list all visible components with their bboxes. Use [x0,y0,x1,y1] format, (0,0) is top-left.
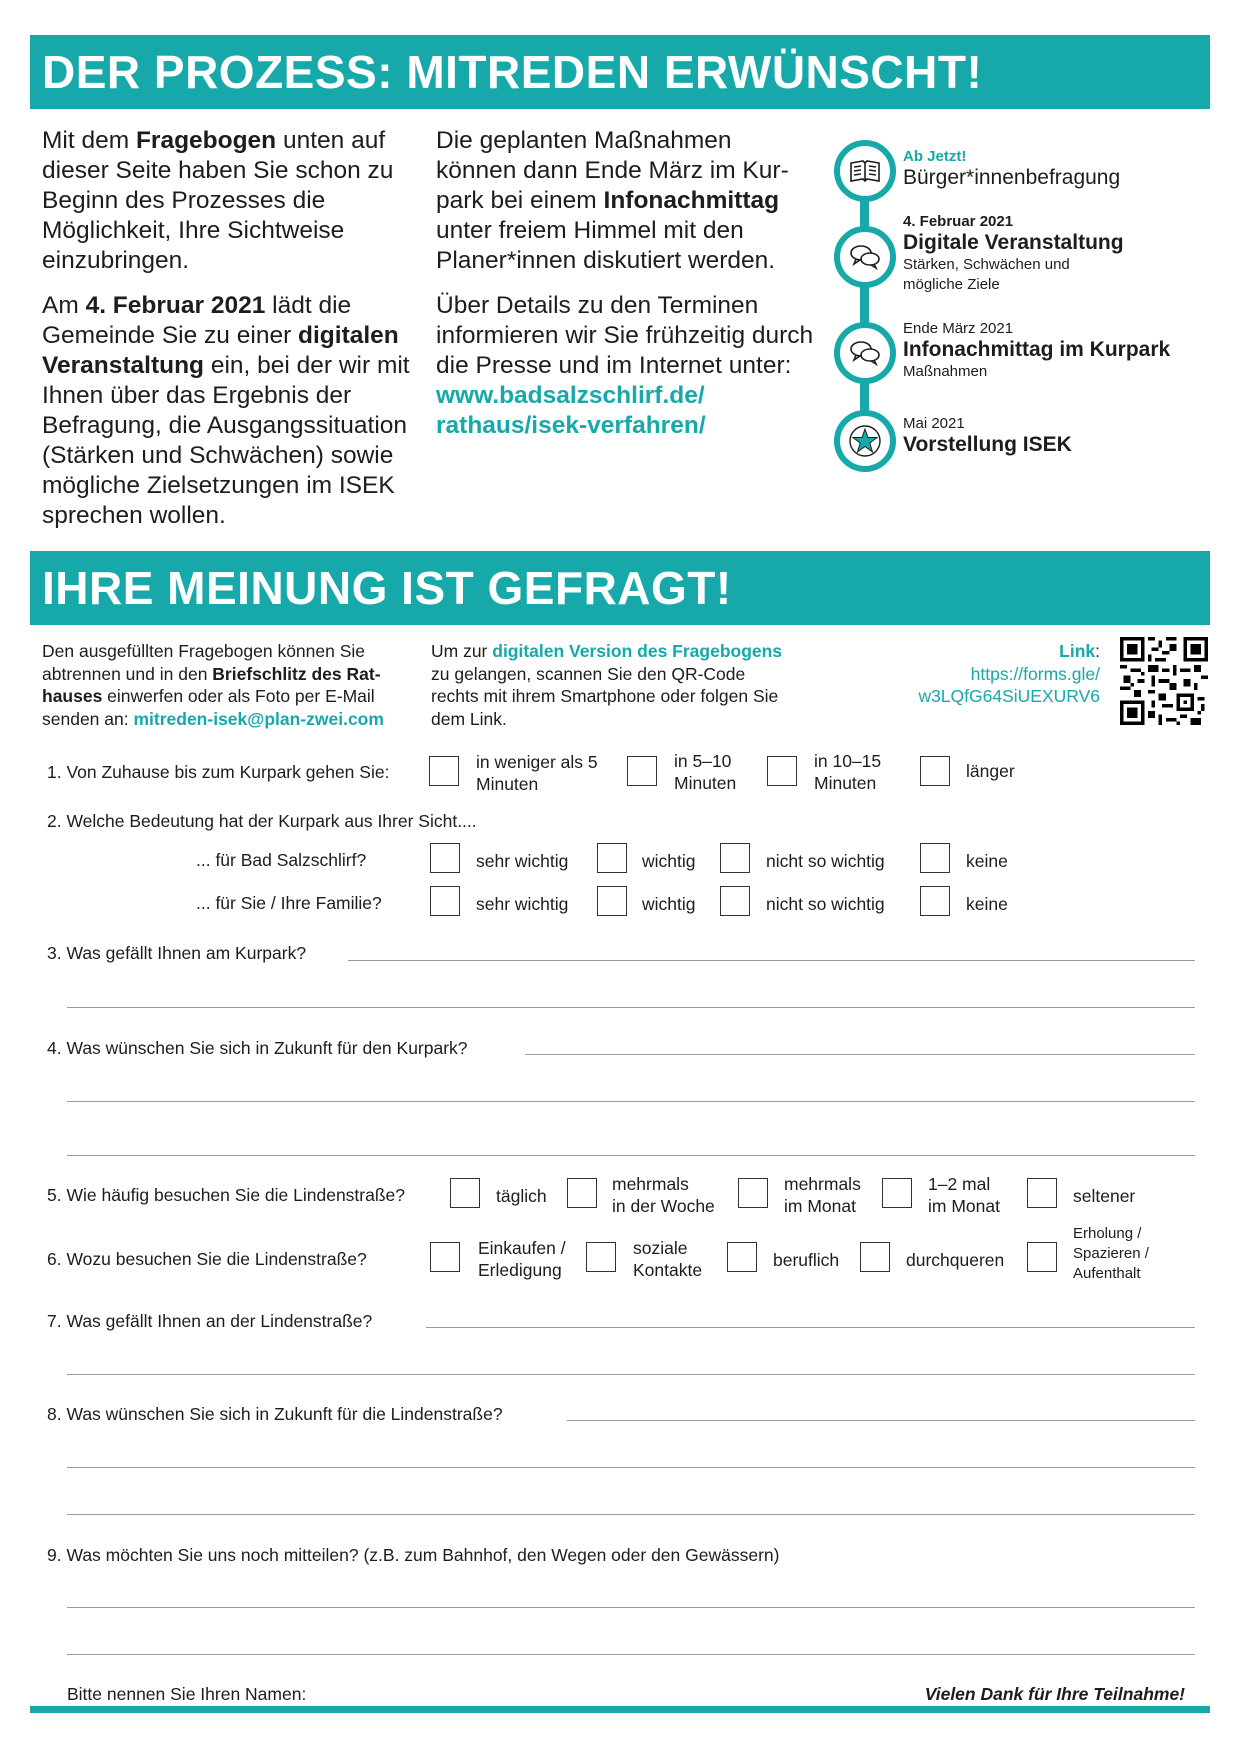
timeline-line [860,170,869,440]
q1-checkbox-10-15[interactable] [767,756,797,786]
intro-column-2 [436,126,816,456]
timeline-subtitle: mögliche Ziele [903,276,1000,293]
q2-option-less-important: nicht so wichtig [766,851,885,871]
submission-instructions: Den ausgefüllten Fragebogen können Sie abtrennen und in den Briefschlitz des Rathauses einwerfen oder als Foto per E-Mail senden an: mitreden-isek@plan-zwei.com [42,641,384,729]
q2-option-very-important: sehr wichtig [476,894,569,914]
timeline-item-survey [903,148,1120,190]
answer-line[interactable] [67,1007,1195,1008]
answer-line[interactable] [567,1420,1195,1421]
name-field-label: Bitte nennen Sie Ihren Namen: [67,1684,307,1704]
q2a-checkbox-very-important[interactable] [430,843,460,873]
q5-checkbox-daily[interactable] [450,1178,480,1208]
answer-line[interactable] [426,1327,1195,1328]
question-9-label: 9. Was möchten Sie uns noch mitteilen? (z.B. zum Bahnhof, den Wegen oder den Gewässern) [47,1545,780,1565]
timeline-date: Mai 2021 [903,415,965,432]
q1-option-5-10: in 5–10 Minuten [674,751,737,793]
q6-option-professional: beruflich [773,1250,840,1270]
answer-line[interactable] [67,1101,1195,1102]
question-7-label: 7. Was gefällt Ihnen an der Lindenstraße? [47,1311,373,1331]
answer-line[interactable] [525,1054,1195,1055]
q6-checkbox-social[interactable] [586,1242,616,1272]
q6-checkbox-passing-through[interactable] [860,1242,890,1272]
q1-option-under-5: in weniger als 5 Minuten [476,752,598,794]
q5-checkbox-weekly[interactable] [567,1178,597,1208]
link-label: Link [1059,641,1096,661]
timeline-title: Digitale Veranstaltung [903,231,1124,254]
answer-line[interactable] [348,960,1195,961]
q2b-checkbox-very-important[interactable] [430,886,460,916]
q5-option-daily: täglich [496,1186,547,1206]
q6-option-recreation: Erholung / Spazieren / Aufenthalt [1073,1225,1149,1282]
timeline-subtitle: Stärken, Schwächen und [903,256,1070,273]
intro-paragraph-2: Am 4. Februar 2021 lädt die Gemeinde Sie zu einer digitalen Veranstaltung ein, bei der wir mit Ihnen über das Ergebnis der Befragung, die Ausgangssituation (Stärken und Schwächen) sowie mögliche Zielsetzungen im ISEK sprechen wollen. [42,292,410,529]
timeline-subtitle: Maßnahmen [903,363,988,380]
answer-line[interactable] [67,1514,1195,1515]
answer-line[interactable] [67,1155,1195,1156]
header-process: DER PROZESS: MITREDEN ERWÜNSCHT! [30,35,1210,109]
book-icon [834,140,896,202]
intro-paragraph-3: Die geplanten Maßnahmen können dann Ende März im Kurpark bei einem Infonachmittag unter freiem Himmel mit den Planer*innen diskutiert werden. [436,127,789,274]
q2-row-bad-salzschlirf: ... für Bad Salzschlirf? [196,850,367,870]
q2-option-none: keine [966,894,1008,914]
digital-version-instructions: Um zur digitalen Version des Fragebogens zu gelangen, scannen Sie den QR-Code rechts mit ihrem Smartphone oder folgen Sie dem Link. [431,641,783,729]
q2-option-important: wichtig [642,851,696,871]
question-1-label: 1. Von Zuhause bis zum Kurpark gehen Sie: [47,762,390,782]
question-6-label: 6. Wozu besuchen Sie die Lindenstraße? [47,1249,367,1269]
q5-option-1-2-monthly: 1–2 mal im Monat [928,1174,1000,1216]
timeline-title: Vorstellung ISEK [903,433,1072,456]
q1-checkbox-5-10[interactable] [627,756,657,786]
q2-option-important: wichtig [642,894,696,914]
q2b-checkbox-none[interactable] [920,886,950,916]
footer-bar [30,1706,1210,1713]
form-link-block: Link: https://forms.gle/ w3LQfG64SiUEXURV6 [918,641,1100,706]
q2b-checkbox-important[interactable] [597,886,627,916]
q5-checkbox-monthly[interactable] [738,1178,768,1208]
q5-checkbox-rarely[interactable] [1027,1178,1057,1208]
q1-option-longer: länger [966,761,1015,781]
qr-code[interactable] [1120,637,1208,725]
timeline-date: 4. Februar 2021 [903,213,1014,230]
answer-line[interactable] [67,1607,1195,1608]
q1-checkbox-longer[interactable] [920,756,950,786]
question-5-label: 5. Wie häufig besuchen Sie die Lindenstraße? [47,1185,406,1205]
q6-checkbox-recreation[interactable] [1027,1242,1057,1272]
question-8-label: 8. Was wünschen Sie sich in Zukunft für die Lindenstraße? [47,1404,503,1424]
q2b-checkbox-less-important[interactable] [720,886,750,916]
q2a-checkbox-none[interactable] [920,843,950,873]
q6-option-social: soziale Kontakte [633,1238,703,1280]
q2-option-less-important: nicht so wichtig [766,894,885,914]
q5-checkbox-1-2-monthly[interactable] [882,1178,912,1208]
q2-option-none: keine [966,851,1008,871]
q6-checkbox-professional[interactable] [727,1242,757,1272]
q2-option-very-important: sehr wichtig [476,851,569,871]
q6-option-shopping: Einkaufen / Erledigung [478,1238,566,1280]
timeline-title: Infonachmittag im Kurpark [903,338,1171,361]
answer-line[interactable] [67,1654,1195,1655]
q2a-checkbox-important[interactable] [597,843,627,873]
q6-option-passing-through: durchqueren [906,1250,1005,1270]
timeline-date: Ab Jetzt! [903,148,967,165]
timeline-item-presentation [903,415,1072,457]
form-link[interactable]: https://forms.gle/ w3LQfG64SiUEXURV6 [918,663,1100,706]
q1-checkbox-under-5[interactable] [429,756,459,786]
question-4-label: 4. Was wünschen Sie sich in Zukunft für den Kurpark? [47,1038,468,1058]
answer-line[interactable] [67,1467,1195,1468]
q5-option-weekly: mehrmals in der Woche [612,1174,715,1216]
speech-bubbles-icon [834,322,896,384]
q5-option-monthly: mehrmals im Monat [784,1174,861,1216]
isek-website-link[interactable]: www.badsalzschlirf.de/ rathaus/isek-verfahren/ [436,382,706,439]
thank-you-note: Vielen Dank für Ihre Teilnahme! [924,1684,1185,1704]
q5-option-rarely: seltener [1073,1186,1136,1206]
speech-bubbles-icon [834,226,896,288]
intro-column-1 [42,126,417,546]
question-3-label: 3. Was gefällt Ihnen am Kurpark? [47,943,307,963]
intro-paragraph-4: Über Details zu den Terminen informieren wir Sie frühzeitig durch die Presse und im Internet unter: www.badsalzschlirf.de/ rathaus/isek-verfahren/ [436,292,814,439]
timeline-date: Ende März 2021 [903,320,1014,337]
q6-checkbox-shopping[interactable] [430,1242,460,1272]
q1-option-10-15: in 10–15 Minuten [814,751,882,793]
star-icon [834,410,896,472]
header-opinion: IHRE MEINUNG IST GEFRAGT! [30,551,1210,625]
timeline-item-digital-event [903,213,1124,295]
timeline-title: Bürger*innenbefragung [903,166,1121,189]
intro-paragraph-1: Mit dem Fragebogen unten auf dieser Seite haben Sie schon zu Beginn des Prozesses die Möglichkeit, Ihre Sichtweise einzubringen. [42,127,394,274]
answer-line[interactable] [67,1374,1195,1375]
q2a-checkbox-less-important[interactable] [720,843,750,873]
question-2-label: 2. Welche Bedeutung hat der Kurpark aus Ihrer Sicht.... [47,811,477,831]
timeline-item-info-afternoon [903,320,1170,382]
q2-row-family: ... für Sie / Ihre Familie? [196,893,382,913]
email-link[interactable]: mitreden-isek@plan-zwei.com [133,708,384,729]
